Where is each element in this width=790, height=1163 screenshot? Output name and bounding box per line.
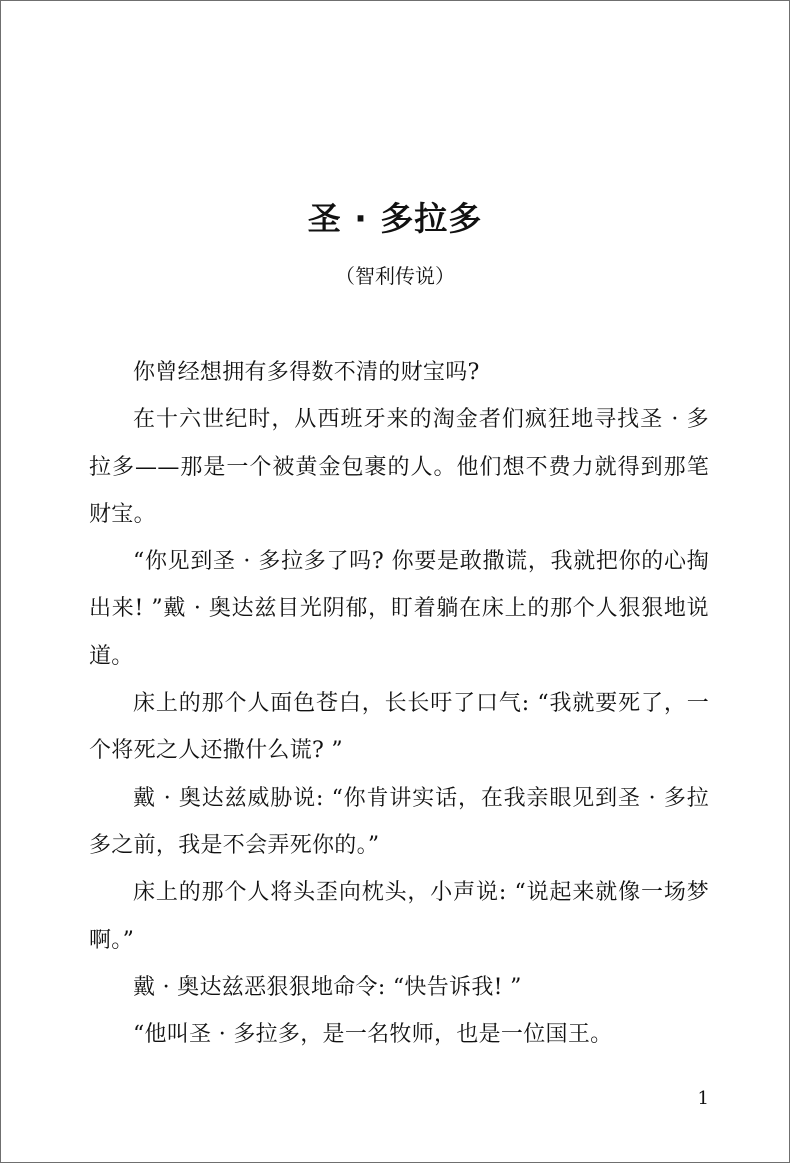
paragraph: “你见到圣 · 多拉多了吗? 你要是敢撒谎，我就把你的心掏出来! ”戴 · 奥达兹目光阴郁，盯着躺在床上的那个人狠狠地说道。: [89, 549, 709, 669]
paragraph: 戴 · 奥达兹威胁说: “你肯讲实话，在我亲眼见到圣 · 多拉多之前，我是不会弄死你的。”: [89, 785, 709, 858]
chapter-subtitle: （智利传说）: [335, 264, 455, 288]
paragraph: “他叫圣 · 多拉多，是一名牧师，也是一位国王。: [133, 1022, 613, 1048]
paragraph: 床上的那个人将头歪向枕头，小声说: “说起来就像一场梦啊。”: [89, 880, 709, 953]
paragraph: 床上的那个人面色苍白，长长吁了口气: “我就要死了，一个将死之人还撒什么谎? ”: [89, 691, 709, 764]
paragraph: 你曾经想拥有多得数不清的财宝吗?: [133, 360, 480, 385]
paragraph: 戴 · 奥达兹恶狠狠地命令: “快告诉我! ”: [133, 974, 522, 1000]
chapter-title: 圣 · 多拉多: [307, 199, 483, 238]
page-number: 1: [697, 1088, 709, 1109]
body-text: [89, 349, 709, 1058]
paragraph: 在十六世纪时，从西班牙来的淘金者们疯狂地寻找圣 · 多拉多——那是一个被黄金包裹的人。他们想不费力就得到那笔财宝。: [89, 407, 709, 527]
